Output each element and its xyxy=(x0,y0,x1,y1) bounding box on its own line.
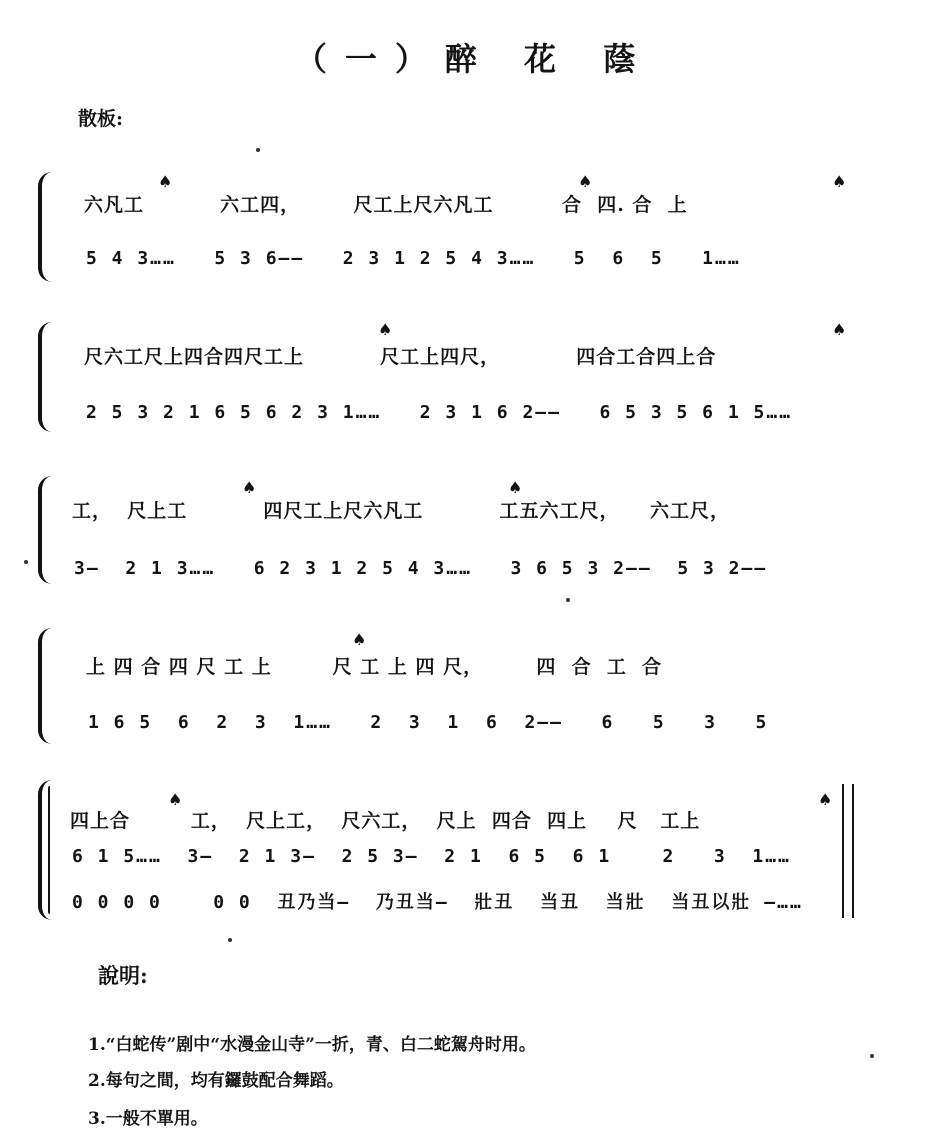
gongche-line: 六凡工 六工四， 尺工上尺六凡工 合 四. 合 上 xyxy=(84,194,688,216)
note-item-1: 1.“白蛇传”剧中“水漫金山寺”一折，青、白二蛇駕舟时用。 xyxy=(88,1035,536,1055)
system-brace xyxy=(38,476,62,584)
note-item-3: 3.一般不單用。 xyxy=(88,1109,208,1129)
tempo-marking: 散板: xyxy=(78,108,124,130)
phrase-mark: ♠ xyxy=(168,790,183,809)
phrase-mark: ♠ xyxy=(352,630,367,649)
gongche-line: 尺六工尺上四合四尺工上 尺工上四尺， 四合工合四上合 xyxy=(84,346,717,368)
jianpu-line: 3— 2 1 3…… 6 2 3 1 2 5 4 3…… 3 6 5 3 2—— 5 3 2—— xyxy=(74,558,768,579)
phrase-mark: ♠ xyxy=(242,478,257,497)
jianpu-line: 5 4 3…… 5 3 6—— 2 3 1 2 5 4 3…… 5 6 5 1…… xyxy=(86,248,741,269)
phrase-mark: ♠ xyxy=(508,478,523,497)
phrase-mark: ♠ xyxy=(578,172,593,191)
system-brace xyxy=(38,172,62,282)
phrase-mark: ♠ xyxy=(378,320,393,339)
scan-speck xyxy=(566,598,570,602)
system-brace xyxy=(38,322,62,432)
phrase-mark: ♠ xyxy=(832,320,847,339)
system-brace xyxy=(38,628,62,744)
scan-speck xyxy=(870,1054,874,1058)
phrase-mark: ♠ xyxy=(832,172,847,191)
jianpu-line: 2 5 3 2 1 6 5 6 2 3 1…… 2 3 1 6 2—— 6 5 3 5 6 1 5…… xyxy=(86,402,793,423)
phrase-mark: ♠ xyxy=(158,172,173,191)
gongche-line: 工， 尺上工 四尺工上尺六凡工 工五六工尺， 六工尺， xyxy=(72,500,730,522)
percussion-line: 0 0 0 0 0 0 丑乃当— 乃丑当— 壯丑 当丑 当壯 当丑以壯 —…… xyxy=(72,892,803,913)
phrase-mark: ♠ xyxy=(818,790,833,809)
scan-speck xyxy=(228,938,232,942)
jianpu-line: 6 1 5…… 3— 2 1 3— 2 5 3— 2 1 6 5 6 1 2 3 1…… xyxy=(72,846,791,867)
system-brace xyxy=(38,780,62,920)
scan-speck xyxy=(24,560,28,564)
jianpu-line: 1 6 5 6 2 3 1…… 2 3 1 6 2—— 6 5 3 5 xyxy=(88,712,769,733)
piece-title: （一）醉 花 蔭 xyxy=(294,40,654,78)
scan-speck xyxy=(256,148,260,152)
notes-heading: 說明: xyxy=(98,963,148,988)
gongche-line: 上 四 合 四 尺 工 上 尺 工 上 四 尺， 四 合 工 合 xyxy=(86,656,663,678)
final-barline xyxy=(842,784,854,918)
note-item-2: 2.每句之間，均有鑼鼓配合舞蹈。 xyxy=(88,1071,344,1091)
gongche-line: 四上合 工， 尺上工， 尺六工， 尺上 四合 四上 尺 工上 xyxy=(70,810,701,832)
